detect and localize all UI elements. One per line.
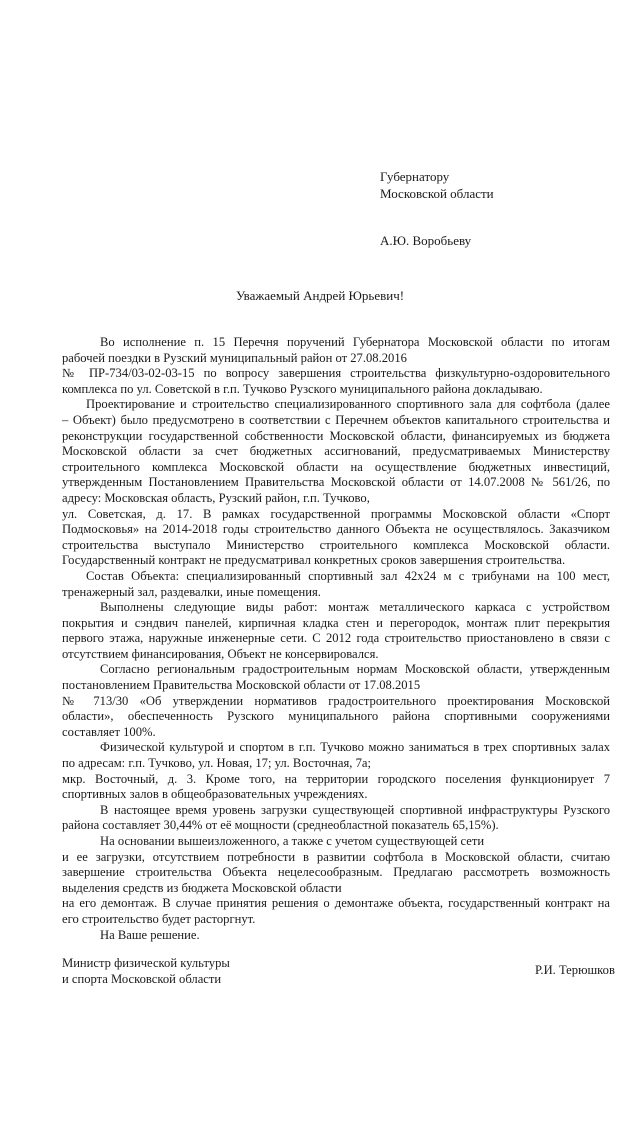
signature-title-line-2: и спорта Московской области (62, 972, 222, 986)
body-line: Московской области за счет бюджетных ассигнований, предусматриваемых Министерству (62, 444, 610, 459)
body-line: Согласно региональным градостроительным нормам Московской области, утвержденным (100, 662, 610, 677)
body-line: строительного комплекса Московской области на осуществление бюджетных инвестиций, (62, 459, 610, 474)
addressee-line-1: Губернатору (380, 169, 450, 184)
body-line: Государственный контракт не предусматривал конкретных сроков завершения строительства. (62, 553, 566, 568)
body-line: – Объект) было предусмотрено в соответствии с Перечнем объектов капитального строительства и (62, 412, 610, 427)
addressee-line-2: Московской области (380, 186, 494, 201)
body-line: В настоящее время уровень загрузки существующей спортивной инфраструктуры Рузского (100, 802, 610, 817)
body-line: области», обеспеченность Рузского муниципального района спортивными сооружениями (62, 709, 610, 724)
body-line: первого этажа, наружные инженерные сети. С 2012 года строительство приостановлено в связи с (62, 631, 610, 646)
body-line: реконструкции государственной собственности Московской области, финансируемых из бюджета (62, 428, 610, 443)
body-line: района составляет 30,44% от её мощности (среднеобластной показатель 65,15%). (62, 818, 499, 833)
body-line: Выполнены следующие виды работ: монтаж металлического каркаса с устройством (100, 600, 610, 615)
body-line: выделения средств из бюджета Московской области (62, 880, 342, 895)
addressee-name: А.Ю. Воробьеву (380, 233, 472, 248)
signature-title-line-1: Министр физической культуры (62, 956, 230, 970)
body-line: № 713/30 «Об утверждении нормативов градостроительного проектирования Московской (62, 693, 610, 708)
body-line: спортивных залов в общеобразовательных учреждениях. (62, 787, 368, 802)
letter-body (62, 335, 610, 943)
body-line: Подмосковья» на 2014-2018 годы строительство данного Объекта не осуществлялось. Заказчиком (62, 522, 610, 537)
body-line: на его демонтаж. В случае принятия решения о демонтаже объекта, государственный контракт на (62, 896, 610, 911)
body-line: тренажерный зал, раздевалки, иные помещения. (62, 584, 321, 599)
body-line: № ПР-734/03-02-03-15 по вопросу завершения строительства физкультурно-оздоровительного (62, 366, 610, 381)
body-line: адресу: Московская область, Рузский район, г.п. Тучково, (62, 490, 370, 505)
body-line: мкр. Восточный, д. 3. Кроме того, на территории городского поселения функционирует 7 (62, 771, 610, 786)
body-line: Проектирование и строительство специализированного спортивного зала для софтбола (далее (86, 397, 610, 412)
body-line: завершение строительства Объекта нецелесообразным. Предлагаю рассмотреть возможность (62, 865, 610, 880)
body-line: по адресам: г.п. Тучково, ул. Новая, 17; ул. Восточная, 7а; (62, 756, 371, 771)
body-line: Физической культурой и спортом в г.п. Тучково можно заниматься в трех спортивных залах (100, 740, 610, 755)
body-line: строительства выступало Министерство строительного комплекса Московской области. (62, 537, 610, 552)
body-line: покрытия и сэндвич панелей, кирпичная кладка стен и перегородок, монтаж плит перекрытия (62, 615, 610, 630)
body-line: его строительство будет расторгнут. (62, 911, 256, 926)
body-line: комплекса по ул. Советской в г.п. Тучково Рузского муниципального района докладываю. (62, 381, 543, 396)
body-line: На основании вышеизложенного, а также с учетом существующей сети (100, 834, 485, 848)
body-line: и ее загрузки, отсутствием потребности в развитии софтбола в Московской области, считаю (62, 849, 610, 864)
body-line: Во исполнение п. 15 Перечня поручений Губернатора Московской области по итогам (100, 335, 610, 349)
body-line: составляет 100%. (62, 724, 156, 739)
body-line: Состав Объекта: специализированный спортивный зал 42х24 м с трибунами на 100 мест, (86, 568, 610, 583)
signature-title (62, 955, 230, 987)
greeting: Уважаемый Андрей Юрьевич! (235, 288, 405, 303)
body-line: постановлением Правительства Московской области от 17.08.2015 (62, 678, 421, 693)
body-line: ул. Советская, д. 17. В рамках государственной программы Московской области «Спорт (62, 506, 610, 521)
body-line: рабочей поездки в Рузский муниципальный район от 27.08.2016 (62, 350, 407, 365)
body-line: утвержденным Постановлением Правительства Московской области от 14.07.2008 № 561/26, по (62, 475, 610, 490)
body-line: отсутствием финансирования, Объект не консервировался. (62, 646, 379, 661)
addressee-block (380, 168, 494, 202)
signature-name: Р.И. Терюшков (535, 963, 615, 977)
body-line: На Ваше решение. (100, 927, 200, 942)
